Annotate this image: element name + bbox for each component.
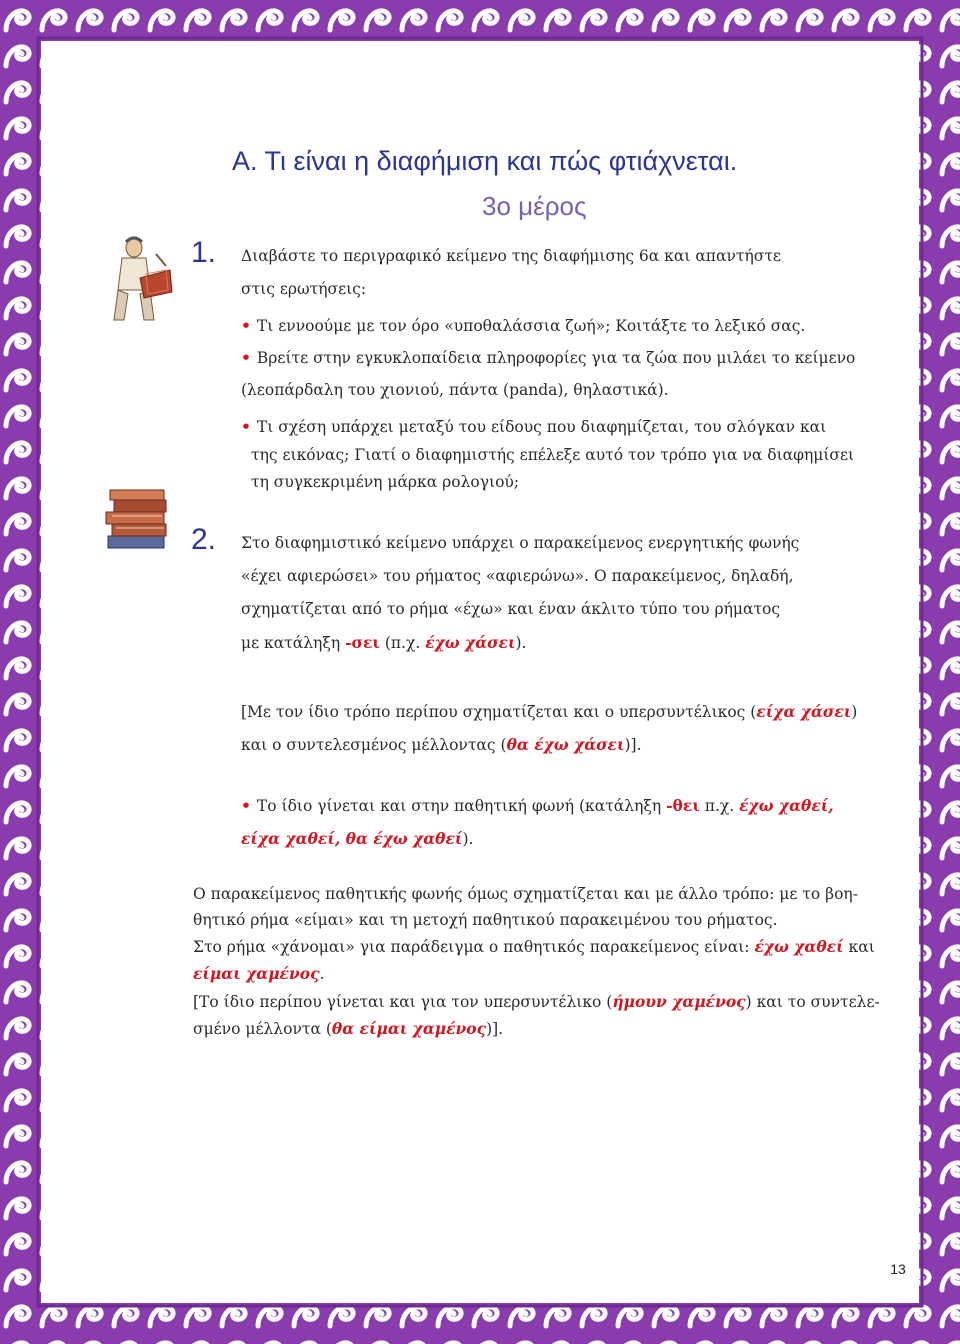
closing-line-1: Ο παρακείμενος παθητικής φωνής όμως σχηματίζεται και με άλλο τρόπο: με το βοη-	[193, 885, 858, 903]
section-2-p1-line3: σχηματίζεται από το ρήμα «έχω» και έναν άκλιτο τύπο του ρήματος	[241, 600, 781, 618]
section-1-bullet-2: • Βρείτε στην εγκυκλοπαίδεια πληροφορίες για τα ζώα που μιλάει το κείμενο	[241, 349, 856, 367]
reading-man-icon	[104, 234, 176, 324]
closing-line-5: [Το ίδιο περίπου γίνεται και για τον υπερσυντέλικο (ήμουν χαμένος) και το συντελε-	[193, 992, 880, 1011]
closing-line-3: Στο ρήμα «χάνομαι» για παράδειγμα ο παθητικός παρακείμενος είναι: έχω χαθεί και	[193, 937, 875, 956]
section-2-p1-line2: «έχει αφιερώσει» του ρήματος «αφιερώνω». Ο παρακείμενος, δηλαδή,	[241, 567, 794, 585]
page-subtitle: 3ο μέρος	[482, 191, 587, 221]
closing-line-2: θητικό ρήμα «είμαι» και τη μετοχή παθητικού παρακειμένου του ρήματος.	[193, 911, 778, 929]
closing-line-4: είμαι χαμένος.	[193, 964, 325, 983]
section-2-bullet-line2: είχα χαθεί, θα έχω χαθεί).	[241, 829, 474, 848]
section-2-p1-line4: με κατάληξη -σει (π.χ. έχω χάσει).	[241, 633, 527, 652]
closing-line-6: σμένο μέλλοντα (θα είμαι χαμένος)].	[193, 1019, 504, 1038]
bullet-icon: •	[241, 317, 251, 335]
section-1-bullet-3-cont1: της εικόνας; Γιατί ο διαφημιστής επέλεξε αυτό τον τρόπο για να διαφημίσει	[251, 446, 855, 464]
bullet-icon: •	[241, 418, 251, 436]
section-1-number: 1.	[191, 236, 217, 269]
section-1-bullet-3: • Τι σχέση υπάρχει μεταξύ του είδους που διαφημίζεται, του σλόγκαν και	[241, 418, 827, 436]
page-title: Α. Τι είναι η διαφήμιση και πώς φτιάχνεται.	[232, 146, 738, 176]
section-2-p2-line1: [Με τον ίδιο τρόπο περίπου σχηματίζεται και ο υπερσυντέλικος (είχα χάσει)	[241, 702, 858, 721]
page-number: 13	[878, 1254, 918, 1284]
bullet-icon: •	[241, 349, 251, 367]
section-1-bullet-3-cont2: τη συγκεκριμένη μάρκα ρολογιού;	[251, 473, 520, 491]
section-1-intro-line2: στις ερωτήσεις:	[241, 280, 367, 298]
section-2-p2-line2: και ο συντελεσμένος μέλλοντας (θα έχω χάσει)].	[241, 735, 642, 754]
section-1-intro-line1: Διαβάστε το περιγραφικό κείμενο της διαφήμισης 6α και απαντήστε	[241, 247, 781, 265]
section-2-p1-line1: Στο διαφημιστικό κείμενο υπάρχει ο παρακείμενος ενεργητικής φωνής	[241, 534, 800, 552]
section-1-bullet-2-cont: (λεοπάρδαλη του χιονιού, πάντα (panda), θηλαστικά).	[241, 381, 669, 399]
section-2-bullet-line1: • Το ίδιο γίνεται και στην παθητική φωνή (κατάληξη -θει π.χ. έχω χαθεί,	[241, 796, 834, 815]
section-2-number: 2.	[191, 523, 217, 556]
section-1-bullet-1: • Τι εννοούμε με τον όρο «υποθαλάσσια ζωή»; Κοιτάξτε το λεξικό σας.	[241, 317, 806, 335]
book-stack-icon	[102, 486, 176, 554]
bullet-icon: •	[241, 797, 251, 815]
